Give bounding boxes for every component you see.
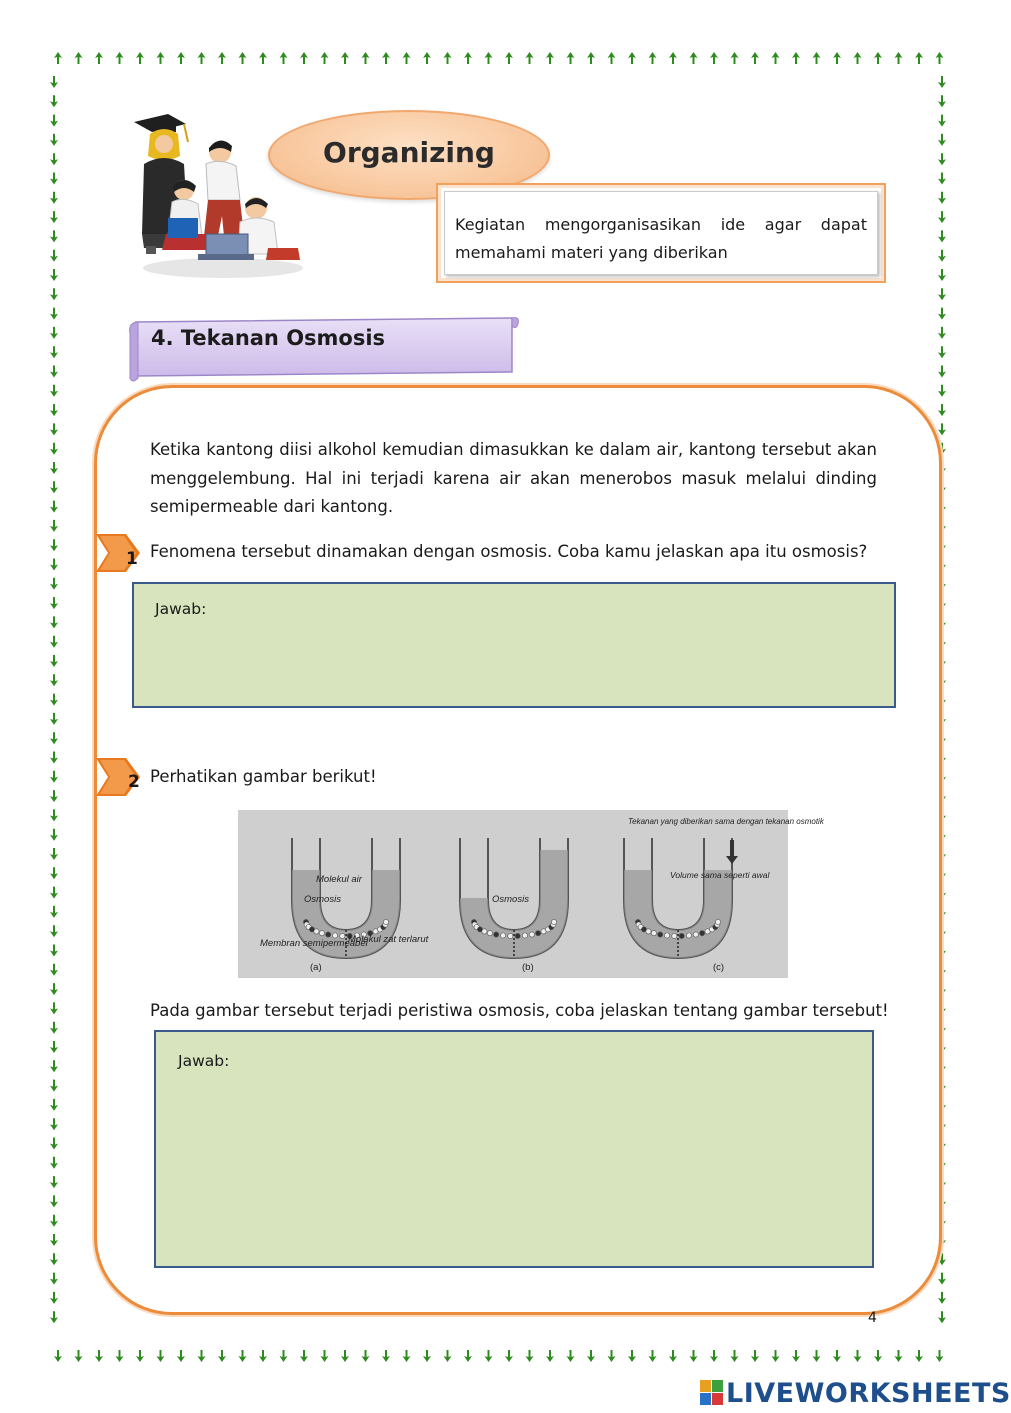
question-2-followup: Pada gambar tersebut terjadi peristiwa osmosis, coba jelaskan tentang gambar tersebut! <box>150 1001 889 1020</box>
answer-box-1[interactable] <box>132 582 896 708</box>
page-number: 4 <box>868 1310 877 1326</box>
label-osmosis-a: Osmosis <box>304 894 341 905</box>
description-box <box>436 183 886 283</box>
intro-paragraph: Ketika kantong diisi alkohol kemudian dimasukkan ke dalam air, kantong tersebut akan menggelembung. Hal ini terjadi karena air akan menerobos masuk melalui dinding semipermeable dari kantong. <box>150 440 877 516</box>
label-volume: Volume sama seperti awal <box>670 870 770 880</box>
label-osmosis-b: Osmosis <box>492 894 529 905</box>
label-tekanan: Tekanan yang diberikan sama dengan tekanan osmotik <box>628 817 824 826</box>
description-text: Kegiatan mengorganisasikan ide agar dapat memahami materi yang diberikan <box>444 191 878 275</box>
question-1-text: Fenomena tersebut dinamakan dengan osmosis. Coba kamu jelaskan apa itu osmosis? <box>150 542 868 561</box>
answer-2-label: Jawab: <box>178 1052 230 1070</box>
answer-1-label: Jawab: <box>155 600 207 618</box>
label-molekul-zat: Molekul zat terlarut <box>348 934 429 945</box>
caption-c: (c) <box>713 962 725 973</box>
question-1-number: 1 <box>126 549 138 569</box>
answer-box-2[interactable] <box>154 1030 874 1268</box>
page-title: Organizing <box>323 135 495 169</box>
label-molekul-air: Molekul air <box>316 874 362 885</box>
label-membran: Membran semipermeabel <box>260 938 368 949</box>
brand-logo <box>700 1376 1011 1410</box>
question-2-text: Perhatikan gambar berikut! <box>150 767 377 786</box>
caption-a: (a) <box>310 962 322 973</box>
section-title: 4. Tekanan Osmosis <box>151 326 386 350</box>
question-2-number: 2 <box>128 772 140 792</box>
caption-b: (b) <box>522 962 534 973</box>
brand-grid-icon <box>700 1380 724 1406</box>
teacher-students-illustration <box>128 108 308 280</box>
osmosis-u-tube-figure <box>238 810 824 978</box>
brand-name: LIVEWORKSHEETS <box>726 1377 1011 1409</box>
